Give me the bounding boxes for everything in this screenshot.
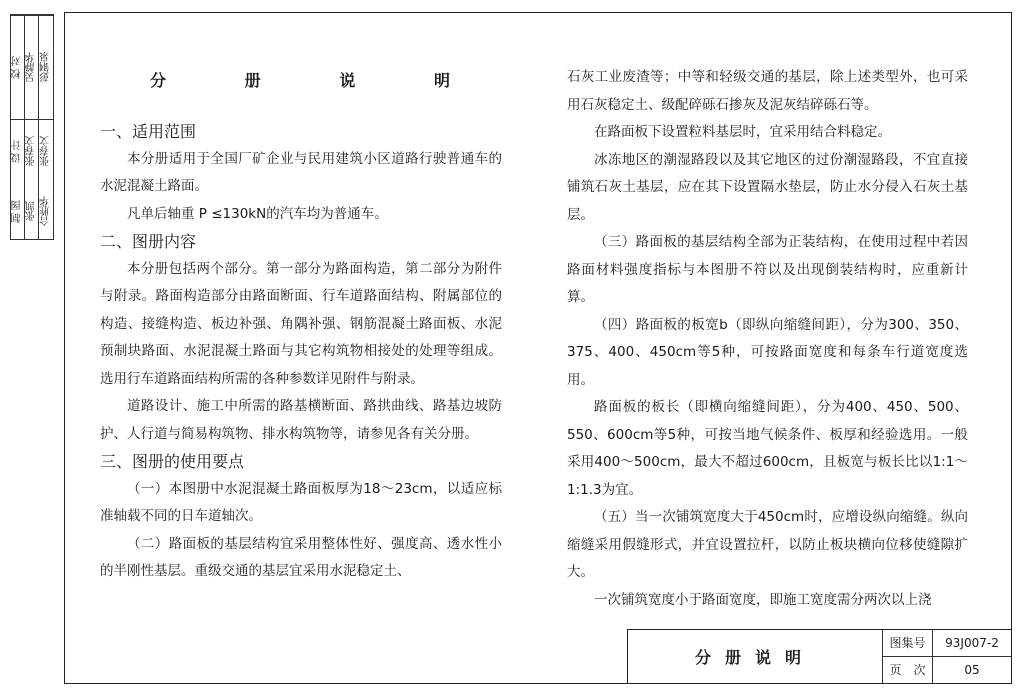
section-heading: 二、图册内容 <box>100 232 197 251</box>
page-title <box>150 68 450 91</box>
stamp-name-column <box>25 15 39 239</box>
paragraph: 一次铺筑宽度小于路面宽度，即施工宽度需分两次以上浇 <box>594 591 932 608</box>
title-char: 说 <box>339 71 356 90</box>
paragraph: 本分册包括两个部分。第一部分为路面构造，第二部分为附件与附录。路面构造部分由路面断面、行车道路面结构、附属部位的构造、接缝构造、板边补强、角隅补强、钢筋混凝土路面板、水泥预制块路面、水泥混凝土路面与其它构筑物相接处的处理等组成。选用行车道路面结构所需的各种参数详见附件与附录。 <box>100 260 502 387</box>
title-block-name: 分册说明 <box>694 648 815 667</box>
stamp-name: 张凯 <box>26 201 37 221</box>
paragraph: （三）路面板的基层结构全部为正装结构，在使用过程中若因路面材料强度指标与本图册不符以及出现倒装结构时，应重新计算。 <box>567 234 968 305</box>
atlas-number: 93J007-2 <box>932 630 1011 657</box>
right-text-column <box>567 64 968 614</box>
stamp-role: 校 对 <box>11 15 24 119</box>
stamp-signature: 合胜华 <box>40 196 52 226</box>
title-char: 分 <box>150 71 167 90</box>
left-text-column <box>100 118 502 586</box>
paragraph: （五）当一次铺筑宽度大于450cm时，应增设纵向缩缝。纵向缩缝采用假缝形式，并宜设置拉杆，以防止板块横向位移使缝隙扩大。 <box>567 509 968 580</box>
stamp-name: 张春文 <box>25 119 38 183</box>
paragraph: 在路面板下设置粒料基层时，宜采用结合料稳定。 <box>594 124 891 140</box>
page-number: 05 <box>932 657 1011 684</box>
stamp-signature-column <box>39 15 53 239</box>
stamp-signature: 彭钢泉 <box>39 15 53 119</box>
page-number-label: 页 次 <box>882 657 932 684</box>
paragraph: （二）路面板的基层结构宜采用整体性好、强度高、透水性小的半刚性基层。重级交通的基层宜采用水泥稳定土、 <box>100 535 502 579</box>
stamp-role-column <box>11 15 25 239</box>
title-char: 册 <box>244 71 261 90</box>
paragraph: 本分册适用于全国厂矿企业与民用建筑小区道路行驶普通车的水泥混凝土路面。 <box>100 150 502 194</box>
stamp-role: 设 计 <box>11 119 24 183</box>
paragraph-continued: 石灰工业废渣等；中等和轻级交通的基层，除上述类型外，也可采用石灰稳定土、级配碎砾石掺灰及泥灰结碎砾石等。 <box>567 69 968 113</box>
title-block <box>627 629 1012 684</box>
section-heading: 三、图册的使用要点 <box>100 452 245 471</box>
section-heading: 一、适用范围 <box>100 122 197 141</box>
title-char: 明 <box>433 71 450 90</box>
stamp-signature: 张春文 <box>39 119 53 183</box>
paragraph: 凡单后轴重 P ≤130kN的汽车均为普通车。 <box>127 205 388 222</box>
stamp-name: 吴静华 <box>25 15 38 119</box>
paragraph: 冰冻地区的潮湿路段以及其它地区的过份潮湿路段，不宜直接铺筑石灰土基层，应在其下设置隔水垫层，防止水分侵入石灰土基层。 <box>567 151 968 223</box>
paragraph: 路面板的板长（即横向缩缝间距），分为400、450、500、550、600cm等5种，可按当地气候条件、板厚和经验选用。一般采用400～500cm，最大不超过600cm，且板宽与板长比以1:1～1:1.3为宜。 <box>567 399 968 498</box>
stamp-role: 制 图 <box>12 199 23 223</box>
paragraph: （一）本图册中水泥混凝土路面板厚为18～23cm，以适应标准轴载不同的日车道轴次。 <box>100 480 502 524</box>
signature-stamp <box>10 14 54 240</box>
paragraph: （四）路面板的板宽b（即纵向缩缝间距），分为300、350、375、400、450cm等5种，可按路面宽度和每条车行道宽度选用。 <box>567 316 968 388</box>
atlas-number-label: 图集号 <box>882 630 932 657</box>
paragraph: 道路设计、施工中所需的路基横断面、路拱曲线、路基边坡防护、人行道与简易构筑物、排水构筑物等，请参见各有关分册。 <box>100 398 502 442</box>
